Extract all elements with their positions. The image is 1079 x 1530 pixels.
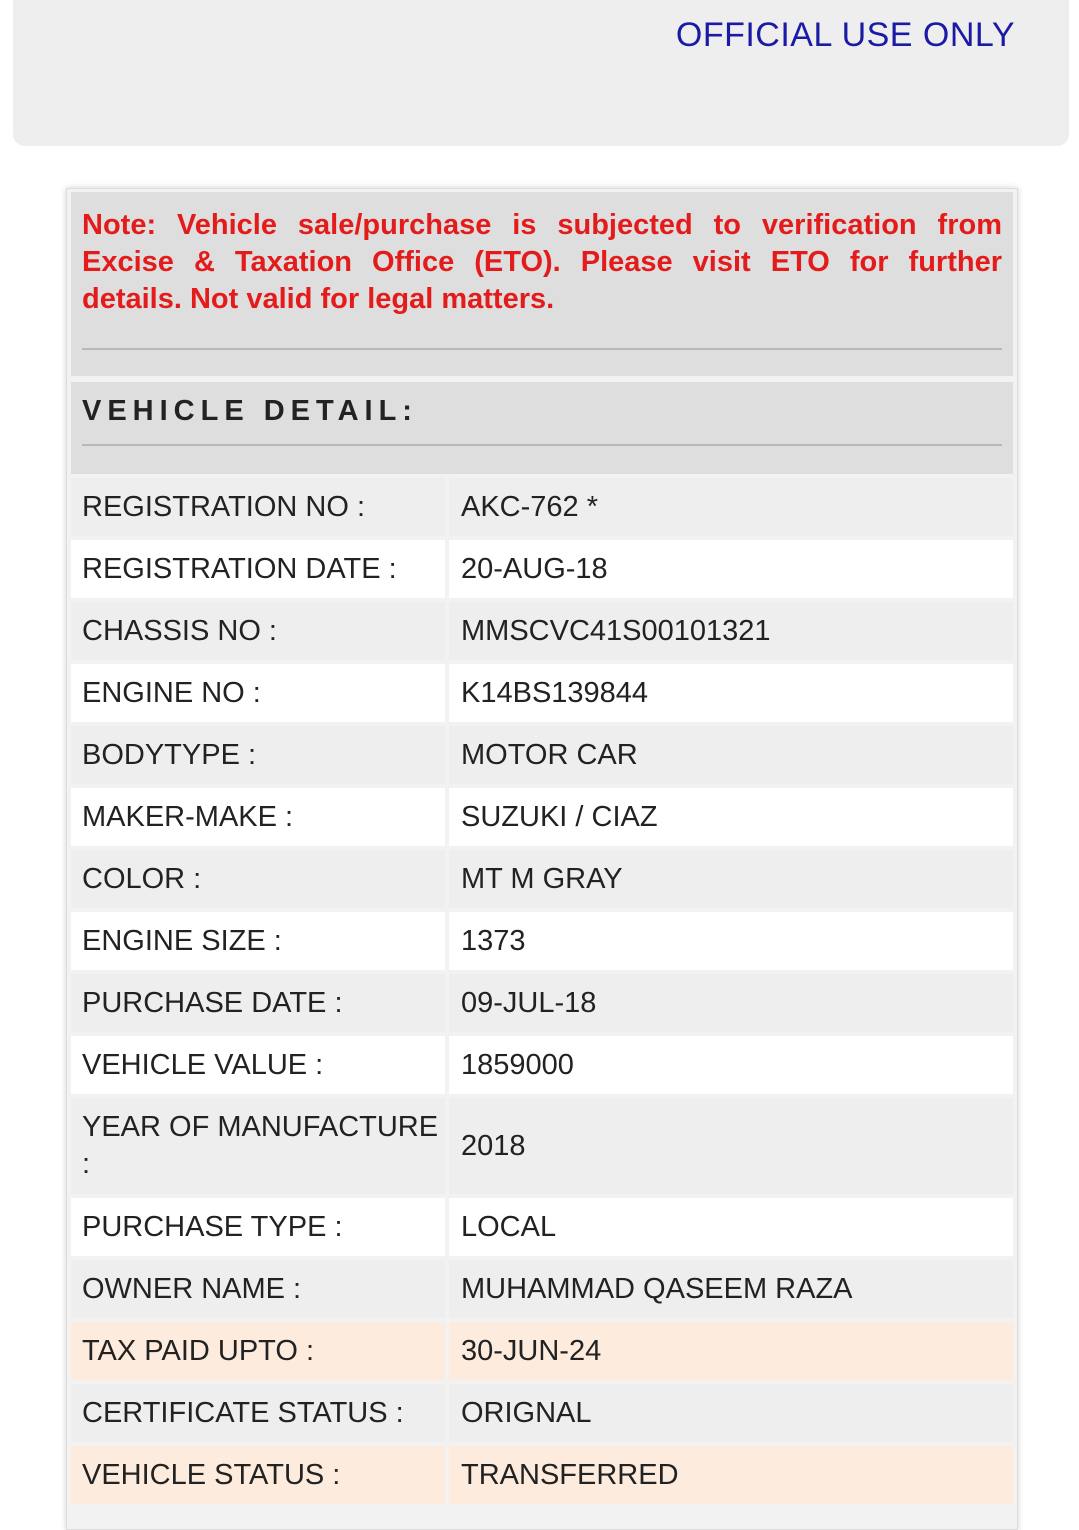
detail-value: MOTOR CAR [449,726,1013,784]
detail-label: REGISTRATION DATE : [71,540,445,598]
detail-label: YEAR OF MANUFACTURE : [71,1098,445,1194]
detail-row-vehicle-status [71,1446,1013,1504]
vehicle-detail-card [66,188,1018,1530]
detail-row-chassis-no [71,602,1013,660]
detail-value: 1859000 [449,1036,1013,1094]
detail-row-engine-no [71,664,1013,722]
detail-label: CHASSIS NO : [71,602,445,660]
divider [82,348,1002,350]
detail-value: MUHAMMAD QASEEM RAZA [449,1260,1013,1318]
section-header [71,382,1013,474]
detail-row-purchase-type [71,1198,1013,1256]
detail-label: OWNER NAME : [71,1260,445,1318]
detail-row-owner-name [71,1260,1013,1318]
detail-value: 2018 [449,1098,1013,1194]
detail-label: VEHICLE STATUS : [71,1446,445,1504]
detail-label: PURCHASE TYPE : [71,1198,445,1256]
detail-row-engine-size [71,912,1013,970]
detail-row-tax-paid-upto [71,1322,1013,1380]
detail-value: MT M GRAY [449,850,1013,908]
section-title: VEHICLE DETAIL: [82,395,418,427]
detail-row-registration-date [71,540,1013,598]
detail-value: SUZUKI / CIAZ [449,788,1013,846]
detail-row-color [71,850,1013,908]
detail-label: TAX PAID UPTO : [71,1322,445,1380]
detail-value: MMSCVC41S00101321 [449,602,1013,660]
divider [82,444,1002,446]
detail-row-bodytype [71,726,1013,784]
detail-value: TRANSFERRED [449,1446,1013,1504]
detail-label: BODYTYPE : [71,726,445,784]
detail-value: ORIGNAL [449,1384,1013,1442]
detail-label: ENGINE SIZE : [71,912,445,970]
detail-row-vehicle-value [71,1036,1013,1094]
detail-row-year-of-manufacture [71,1098,1013,1194]
detail-label: VEHICLE VALUE : [71,1036,445,1094]
detail-label: COLOR : [71,850,445,908]
detail-value: 20-AUG-18 [449,540,1013,598]
verification-note: Note: Vehicle sale/purchase is subjected to verification from Excise & Taxation Office (ETO). Please visit ETO for further details. Not valid for legal matters. [82,209,1002,315]
detail-value: 30-JUN-24 [449,1322,1013,1380]
detail-value: 1373 [449,912,1013,970]
detail-label: MAKER-MAKE : [71,788,445,846]
top-banner [13,0,1069,146]
detail-label: ENGINE NO : [71,664,445,722]
note-box [71,192,1013,376]
detail-row-certificate-status [71,1384,1013,1442]
detail-value: 09-JUL-18 [449,974,1013,1032]
detail-row-maker-make [71,788,1013,846]
detail-label: CERTIFICATE STATUS : [71,1384,445,1442]
detail-row-registration-no [71,478,1013,536]
official-use-label: OFFICIAL USE ONLY [675,16,1015,54]
detail-label: PURCHASE DATE : [71,974,445,1032]
detail-table [71,478,1013,1508]
detail-value: AKC-762 * [449,478,1013,536]
detail-label: REGISTRATION NO : [71,478,445,536]
detail-row-purchase-date [71,974,1013,1032]
detail-value: LOCAL [449,1198,1013,1256]
detail-value: K14BS139844 [449,664,1013,722]
